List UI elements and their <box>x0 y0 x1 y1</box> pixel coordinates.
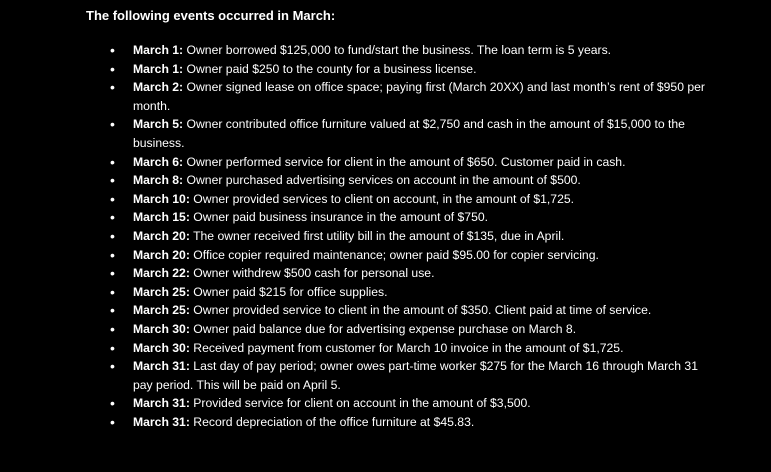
event-date: March 22: <box>133 266 190 281</box>
event-list-item <box>110 283 720 302</box>
bullet-icon: • <box>110 209 115 226</box>
event-date: March 10: <box>133 191 190 206</box>
bullet-icon: • <box>110 283 115 300</box>
event-date: March 1: <box>133 43 184 57</box>
event-description: Owner provided services to client on account, in the amount of $1,725. <box>189 191 575 206</box>
event-date: March 25: <box>133 284 190 299</box>
event-description: Owner contributed office furniture valued at $2,750 and cash in the amount of $15,000 to the business. <box>133 117 685 150</box>
event-list-item <box>110 357 720 394</box>
event-date: March 25: <box>133 303 190 318</box>
bullet-icon: • <box>110 190 115 207</box>
bullet-icon: • <box>110 42 115 58</box>
event-description: Record depreciation of the office furniture at $45.83. <box>189 414 475 429</box>
event-description: Owner paid $215 for office supplies. <box>189 284 388 299</box>
event-date: March 20: <box>133 228 190 243</box>
bullet-icon: • <box>110 395 115 412</box>
bullet-icon: • <box>110 246 115 263</box>
event-description: Owner provided service to client in the amount of $350. Client paid at time of service. <box>189 303 652 318</box>
event-date: March 2: <box>133 80 184 95</box>
bullet-icon: • <box>110 153 115 170</box>
event-date: March 30: <box>133 321 190 336</box>
event-description: Last day of pay period; owner owes part-time worker $275 for the March 16 through March 31 pay period. This will be paid on April 5. <box>133 359 698 392</box>
bullet-icon: • <box>110 302 115 319</box>
event-list-item <box>110 115 720 152</box>
event-date: March 8: <box>133 173 184 188</box>
event-list-item <box>110 78 720 115</box>
event-description: Owner performed service for client in the amount of $650. Customer paid in cash. <box>183 154 626 169</box>
event-description: Owner withdrew $500 cash for personal use. <box>189 266 435 281</box>
event-list-item <box>110 264 720 283</box>
event-list <box>110 41 720 431</box>
event-list-item <box>110 301 720 320</box>
event-description: The owner received first utility bill in the amount of $135, due in April. <box>189 228 565 243</box>
event-description: Owner borrowed $125,000 to fund/start the business. The loan term is 5 years. <box>183 43 612 57</box>
bullet-icon: • <box>110 116 115 133</box>
event-list-item <box>110 246 720 265</box>
event-date: March 5: <box>133 117 184 132</box>
event-description: Owner paid $250 to the county for a business license. <box>183 61 477 76</box>
event-description: Provided service for client on account in the amount of $3,500. <box>189 396 531 411</box>
event-list-item <box>110 171 720 190</box>
event-list-item <box>110 153 720 172</box>
bullet-icon: • <box>110 413 115 430</box>
event-date: March 31: <box>133 414 190 429</box>
event-date: March 31: <box>133 396 190 411</box>
event-date: March 15: <box>133 210 190 225</box>
event-list-item <box>110 60 720 79</box>
bullet-icon: • <box>110 265 115 282</box>
bullet-icon: • <box>110 227 115 244</box>
bullet-icon: • <box>110 320 115 337</box>
event-list-item <box>110 394 720 413</box>
event-date: March 30: <box>133 340 190 355</box>
event-date: March 31: <box>133 359 190 374</box>
event-description: Office copier required maintenance; owner paid $95.00 for copier servicing. <box>189 247 599 262</box>
event-list-item <box>110 208 720 227</box>
event-description: Owner paid balance due for advertising expense purchase on March 8. <box>189 321 577 336</box>
bullet-icon: • <box>110 60 115 77</box>
event-date: March 1: <box>133 61 184 76</box>
event-date: March 6: <box>133 154 184 169</box>
event-date: March 20: <box>133 247 190 262</box>
event-description: Received payment from customer for March 10 invoice in the amount of $1,725. <box>189 340 624 355</box>
event-description: Owner purchased advertising services on account in the amount of $500. <box>183 173 581 188</box>
event-description: Owner paid business insurance in the amount of $750. <box>189 210 489 225</box>
bullet-icon: • <box>110 79 115 96</box>
event-list-item <box>110 41 720 60</box>
event-list-item <box>110 339 720 358</box>
bullet-icon: • <box>110 358 115 375</box>
page-heading: The following events occurred in March: <box>86 8 336 23</box>
event-list-item <box>110 227 720 246</box>
event-description: Owner signed lease on office space; paying first (March 20XX) and last month’s rent of $950 per month. <box>133 80 705 113</box>
bullet-icon: • <box>110 172 115 189</box>
event-list-item <box>110 190 720 209</box>
event-list-item <box>110 320 720 339</box>
bullet-icon: • <box>110 339 115 356</box>
event-list-item <box>110 413 720 432</box>
